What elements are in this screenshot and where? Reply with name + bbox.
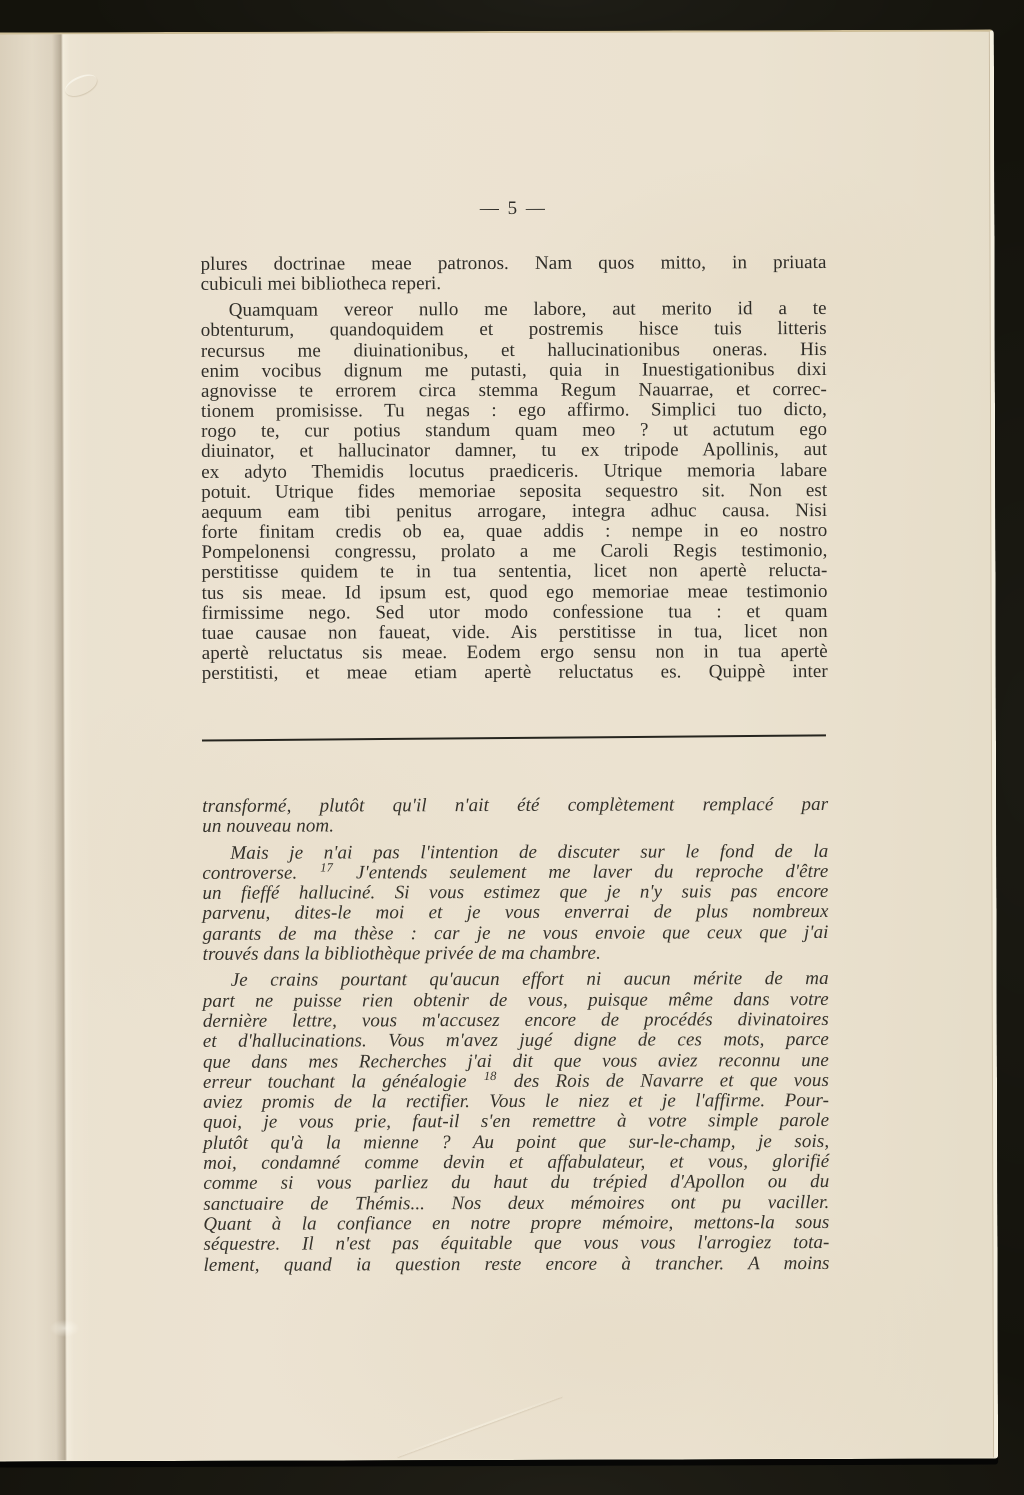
text-line: Je crains pourtant qu'aucun effort ni aucun mérite de ma xyxy=(230,968,829,992)
text-line: plutôt qu'à la mienne ? Au point que sur-le-champ, je sois, xyxy=(203,1130,830,1154)
text-line: cubiculi mei bibliotheca reperi. xyxy=(200,273,442,296)
text-line: Mais je n'ai pas l'intention de discuter sur le fond de la xyxy=(230,840,829,864)
text-line: lement, quand ia question reste encore à trancher. A moins xyxy=(203,1252,830,1276)
text-line: perstitisti, et meae etiam apertè reluctatus es. Quippè inter xyxy=(201,661,828,684)
spine-crease xyxy=(0,34,114,1460)
text-line: apertè reluctatus sis meae. Eodem ergo sensu non in tua apertè xyxy=(201,640,828,664)
paper-crease-pinch xyxy=(48,1318,82,1338)
text-line: obtenturum, quandoquidem et postremis hisce tuis litteris xyxy=(200,318,827,342)
text-line: enim vocibus dignum me putasti, quia in Inuestigationibus dixi xyxy=(200,358,827,382)
text-line: parvenu, dites-le moi et je vous enverrai de plus nombreux xyxy=(202,901,829,925)
text-line: ex adyto Themidis locutus praediceris. Utrique memoria labare xyxy=(201,459,828,483)
text-line: Pompelonensi congressu, prolato a me Caroli Regis testimonio, xyxy=(201,540,828,564)
text-line: transformé, plutôt qu'il n'ait été complètement remplacé par xyxy=(202,794,829,817)
text-line: comme si vous parliez du haut du trépied d'Apollon ou du xyxy=(203,1171,830,1195)
text-line: potuit. Utrique fides memoriae seposita sequestro sit. Non est xyxy=(201,479,828,503)
text-line: quoi, je vous prie, faut-il s'en remettre à votre simple parole xyxy=(203,1110,830,1134)
text-line: dernière lettre, vous m'accusez encore de procédés divinatoires xyxy=(202,1008,829,1032)
section-divider-rule xyxy=(202,734,826,741)
text-line: tuae causae non faueat, vide. Ais perstitisse in tua, licet non xyxy=(201,620,828,644)
page-number: — 5 — xyxy=(479,197,547,220)
text-line: tionem promisisse. Tu negas : ego affirmo. Simplici tuo dicto, xyxy=(200,399,828,422)
paper-scratch-mark xyxy=(62,70,100,100)
text-line: aviez promis de la rectifier. Vous le niez et je l'affirme. Pour- xyxy=(203,1090,830,1114)
text-line: Quant à la confiance en notre propre mémoire, mettons-la sous xyxy=(203,1211,830,1235)
french-translation-block xyxy=(202,795,829,1276)
text-line: garants de ma thèse : car je ne vous envoie que ceux que j'ai xyxy=(202,921,829,945)
text-line: aequum eam tibi penitus arrogare, integra adhuc causa. Nisi xyxy=(201,499,828,523)
text-line: que dans mes Recherches j'ai dit que vous aviez reconnu une xyxy=(202,1049,829,1073)
paragraph xyxy=(201,299,828,684)
book-page xyxy=(0,30,998,1462)
text-line: et d'hallucinations. Vous m'avez jugé digne de ces mots, parce xyxy=(202,1029,829,1053)
paragraph xyxy=(201,253,827,295)
paragraph xyxy=(202,795,828,837)
text-line: controverse. $^{17}$ J'entends seulement me laver du reproche d'être xyxy=(202,860,829,884)
text-line: part ne puisse rien obtenir de vous, puisque même dans votre xyxy=(202,988,829,1012)
footnote-marker: 18 xyxy=(483,1068,497,1083)
text-line: plures doctrinae meae patronos. Nam quos mitto, in priuata xyxy=(200,252,827,275)
text-line: agnovisse te errorem circa stemma Regum Nauarrae, et correc- xyxy=(200,378,827,402)
footnote-marker: 17 xyxy=(320,860,334,875)
text-line: séquestre. Il n'est pas équitable que vous vous l'arrogiez tota- xyxy=(203,1232,830,1256)
text-line: firmissime nego. Sed utor modo confessione tua : et quam xyxy=(201,600,828,624)
text-line: trouvés dans la bibliothèque privée de ma chambre. xyxy=(202,942,601,965)
latin-text-block xyxy=(201,253,828,684)
text-line: sanctuaire de Thémis... Nos deux mémoires ont pu vaciller. xyxy=(203,1191,830,1215)
text-line: tus sis meae. Id ipsum est, quod ego memoriae meae testimonio xyxy=(201,580,828,604)
text-line: rogo te, cur potius standum quam meo ? ut actutum ego xyxy=(201,419,828,443)
paragraph xyxy=(203,969,830,1275)
text-line: recursus me diuinationibus, et hallucinationibus oneras. His xyxy=(200,338,827,362)
text-line: forte finitam credis ob ea, quae addis : nempe in eo nostro xyxy=(201,520,828,543)
text-line: moi, condamné comme devin et affabulateur, et vous, glorifié xyxy=(203,1151,830,1174)
text-line: perstitisse quidem te in tua sententia, licet non apertè relucta- xyxy=(201,560,828,584)
text-line: un nouveau nom. xyxy=(202,815,335,838)
text-line: erreur touchant la généalogie $^{18}$ des Rois de Navarre et que vous xyxy=(202,1068,830,1093)
paragraph xyxy=(202,842,828,966)
text-line: un fieffé halluciné. Si vous estimez que je n'y suis pas encore xyxy=(202,881,829,905)
text-column xyxy=(200,32,830,1460)
text-line: diuinator, et hallucinator damner, tu ex tripode Apollinis, aut xyxy=(201,439,828,463)
text-line: Quamquam vereor nullo me labore, aut merito id a te xyxy=(228,298,827,322)
